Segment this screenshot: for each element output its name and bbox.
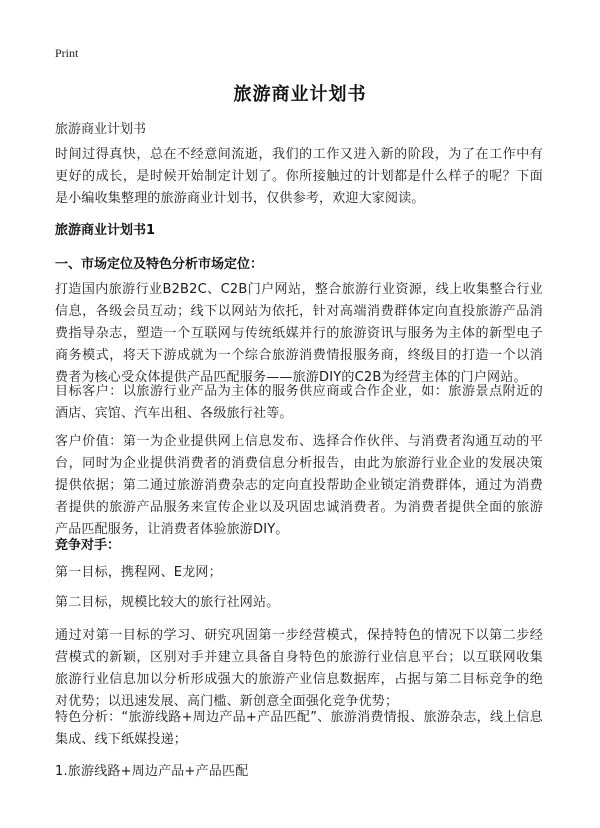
first-target-paragraph: 第一目标，携程网、E龙网； [55, 565, 222, 580]
competitors-heading: 竞争对手： [55, 538, 121, 553]
section-subheading: 一、市场定位及特色分析市场定位： [55, 257, 264, 272]
strategy-paragraph: 通过对第一目标的学习、研究巩固第一步经营模式，保持特色的情况下以第二步经营模式的新颖，区别对手并建立具备自身特色的旅游行业信息平台；以互联网收集旅游行业信息加以分析形成强大的旅游产业信息数据库，占据与第二目标竞争的绝对优势；以迅速发展、高门槛、新创意全面强化竞争优势； [55, 628, 543, 709]
market-positioning-paragraph: 打造国内旅游行业B2B2C、C2B门户网站，整合旅游行业资源，线上收集整合行业信息，各级会员互动；线下以网站为依托，针对高端消费群体定向直投旅游产品消费指导杂志，塑造一个互联网与传统纸媒并行的旅游资讯与服务为主体的新型电子商务模式，将天下游成就为一个综合旅游消费情报服务商，终级目的打造一个以消费者为核心受众体提供产品匹配服务——旅游DIY的C2B为经营主体的门户网站。 [55, 282, 543, 385]
intro-paragraph: 时间过得真快，总在不经意间流逝，我们的工作又进入新的阶段，为了在工作中有更好的成长，是时候开始制定计划了。你所接触过的计划都是什么样子的呢？下面是小编收集整理的旅游商业计划书，仅供参考，欢迎大家阅读。 [55, 147, 543, 206]
list-item-1: 1.旅游线路+周边产品+产品匹配 [55, 764, 249, 779]
section-heading: 旅游商业计划书1 [55, 223, 156, 238]
customer-value-paragraph: 客户价值：第一为企业提供网上信息发布、选择合作伙伴、与消费者沟通互动的平台，同时为企业提供消费者的消费信息分析报告，由此为旅游行业企业的发展决策提供依据；第二通过旅游消费杂志的定向直投帮助企业锁定消费群体，通过为消费者提供的旅游产品服务来宣传企业以及巩固忠诚消费者。为消费者提供全面的旅游产品匹配服务，让消费者体验旅游DIY。 [55, 434, 543, 537]
document-title: 旅游商业计划书 [233, 84, 367, 105]
target-customers-paragraph: 目标客户：以旅游行业产品为主体的服务供应商或合作企业，如：旅游景点附近的酒店、宾馆、汽车出租、各级旅行社等。 [55, 384, 543, 421]
document-subtitle: 旅游商业计划书 [55, 122, 147, 137]
print-label[interactable]: Print [55, 46, 79, 60]
feature-analysis-paragraph: 特色分析：“旅游线路+周边产品+产品匹配”、旅游消费情报、旅游杂志，线上信息集成、线下纸媒投递； [55, 710, 543, 747]
second-target-paragraph: 第二目标，规模比较大的旅行社网站。 [55, 595, 280, 610]
